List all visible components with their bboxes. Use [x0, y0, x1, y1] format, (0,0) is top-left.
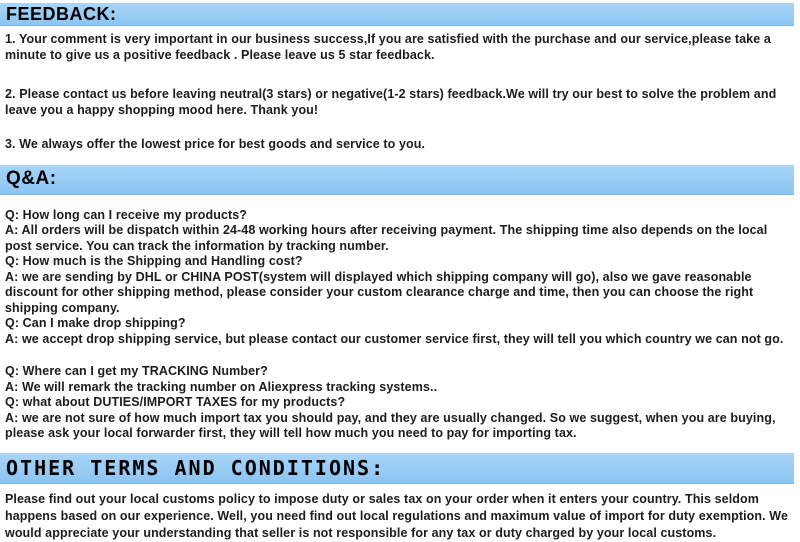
- qa-question: Q: Can I make drop shipping?: [5, 316, 186, 330]
- qa-answer: A: All orders will be dispatch within 24-48 working hours after receiving payment. The shipping time also depends on the local post service. You can track the information by tracking number.: [5, 223, 768, 253]
- qa-answer: A: We will remark the tracking number on Aliexpress tracking systems..: [5, 379, 438, 394]
- seller-policy-page: [0, 3, 800, 540]
- qa-question: Q: How long can I receive my products?: [5, 207, 248, 222]
- feedback-paragraph-3: 3. We always offer the lowest price for best goods and service to you.: [5, 137, 426, 151]
- qa-answer: A: we are not sure of how much import tax you should pay, and they are usually changed. So we suggest, when you are buying, please ask your local forwarder first, they will tell how much you need to pay for importing tax.: [5, 410, 776, 440]
- terms-paragraph: Please find out your local customs policy to impose duty or sales tax on your order when it enters your country. This seldom happens based on our experience. Well, you need find out local regulations and maximum value of import for duty exemption. We would appreciate your understanding that seller is not responsible for any tax or duty charged by your local customs.: [5, 491, 789, 540]
- qa-block-1: [0, 208, 800, 348]
- feedback-section-header: FEEDBACK:: [0, 3, 794, 26]
- qa-answer: A: we are sending by DHL or CHINA POST(system will displayed which shipping company will go), also we gave reasonable discount for other shipping method, please consider your custom clearance charge and time, then you can choose the right shipping company.: [5, 269, 754, 315]
- feedback-paragraph-2: 2. Please contact us before leaving neutral(3 stars) or negative(1-2 stars) feedback.We will try our best to solve the problem and leave you a happy shopping mood here. Thank you!: [5, 87, 777, 117]
- qa-question: Q: How much is the Shipping and Handling cost?: [5, 254, 303, 268]
- qa-question: Q: Where can I get my TRACKING Number?: [5, 364, 268, 378]
- qa-block-2: [0, 364, 800, 442]
- qa-answer: A: we accept drop shipping service, but please contact our customer service first, they will tell you which country we can not go.: [5, 331, 784, 346]
- terms-section-header: OTHER TERMS AND CONDITIONS:: [0, 453, 794, 484]
- qa-question: Q: what about DUTIES/IMPORT TAXES for my products?: [5, 395, 346, 409]
- feedback-paragraph-1: 1. Your comment is very important in our business success,If you are satisfied with the purchase and our service,please take a minute to give us a positive feedback . Please leave us 5 star feedback.: [5, 32, 771, 62]
- qa-section-header: Q&A:: [0, 165, 794, 195]
